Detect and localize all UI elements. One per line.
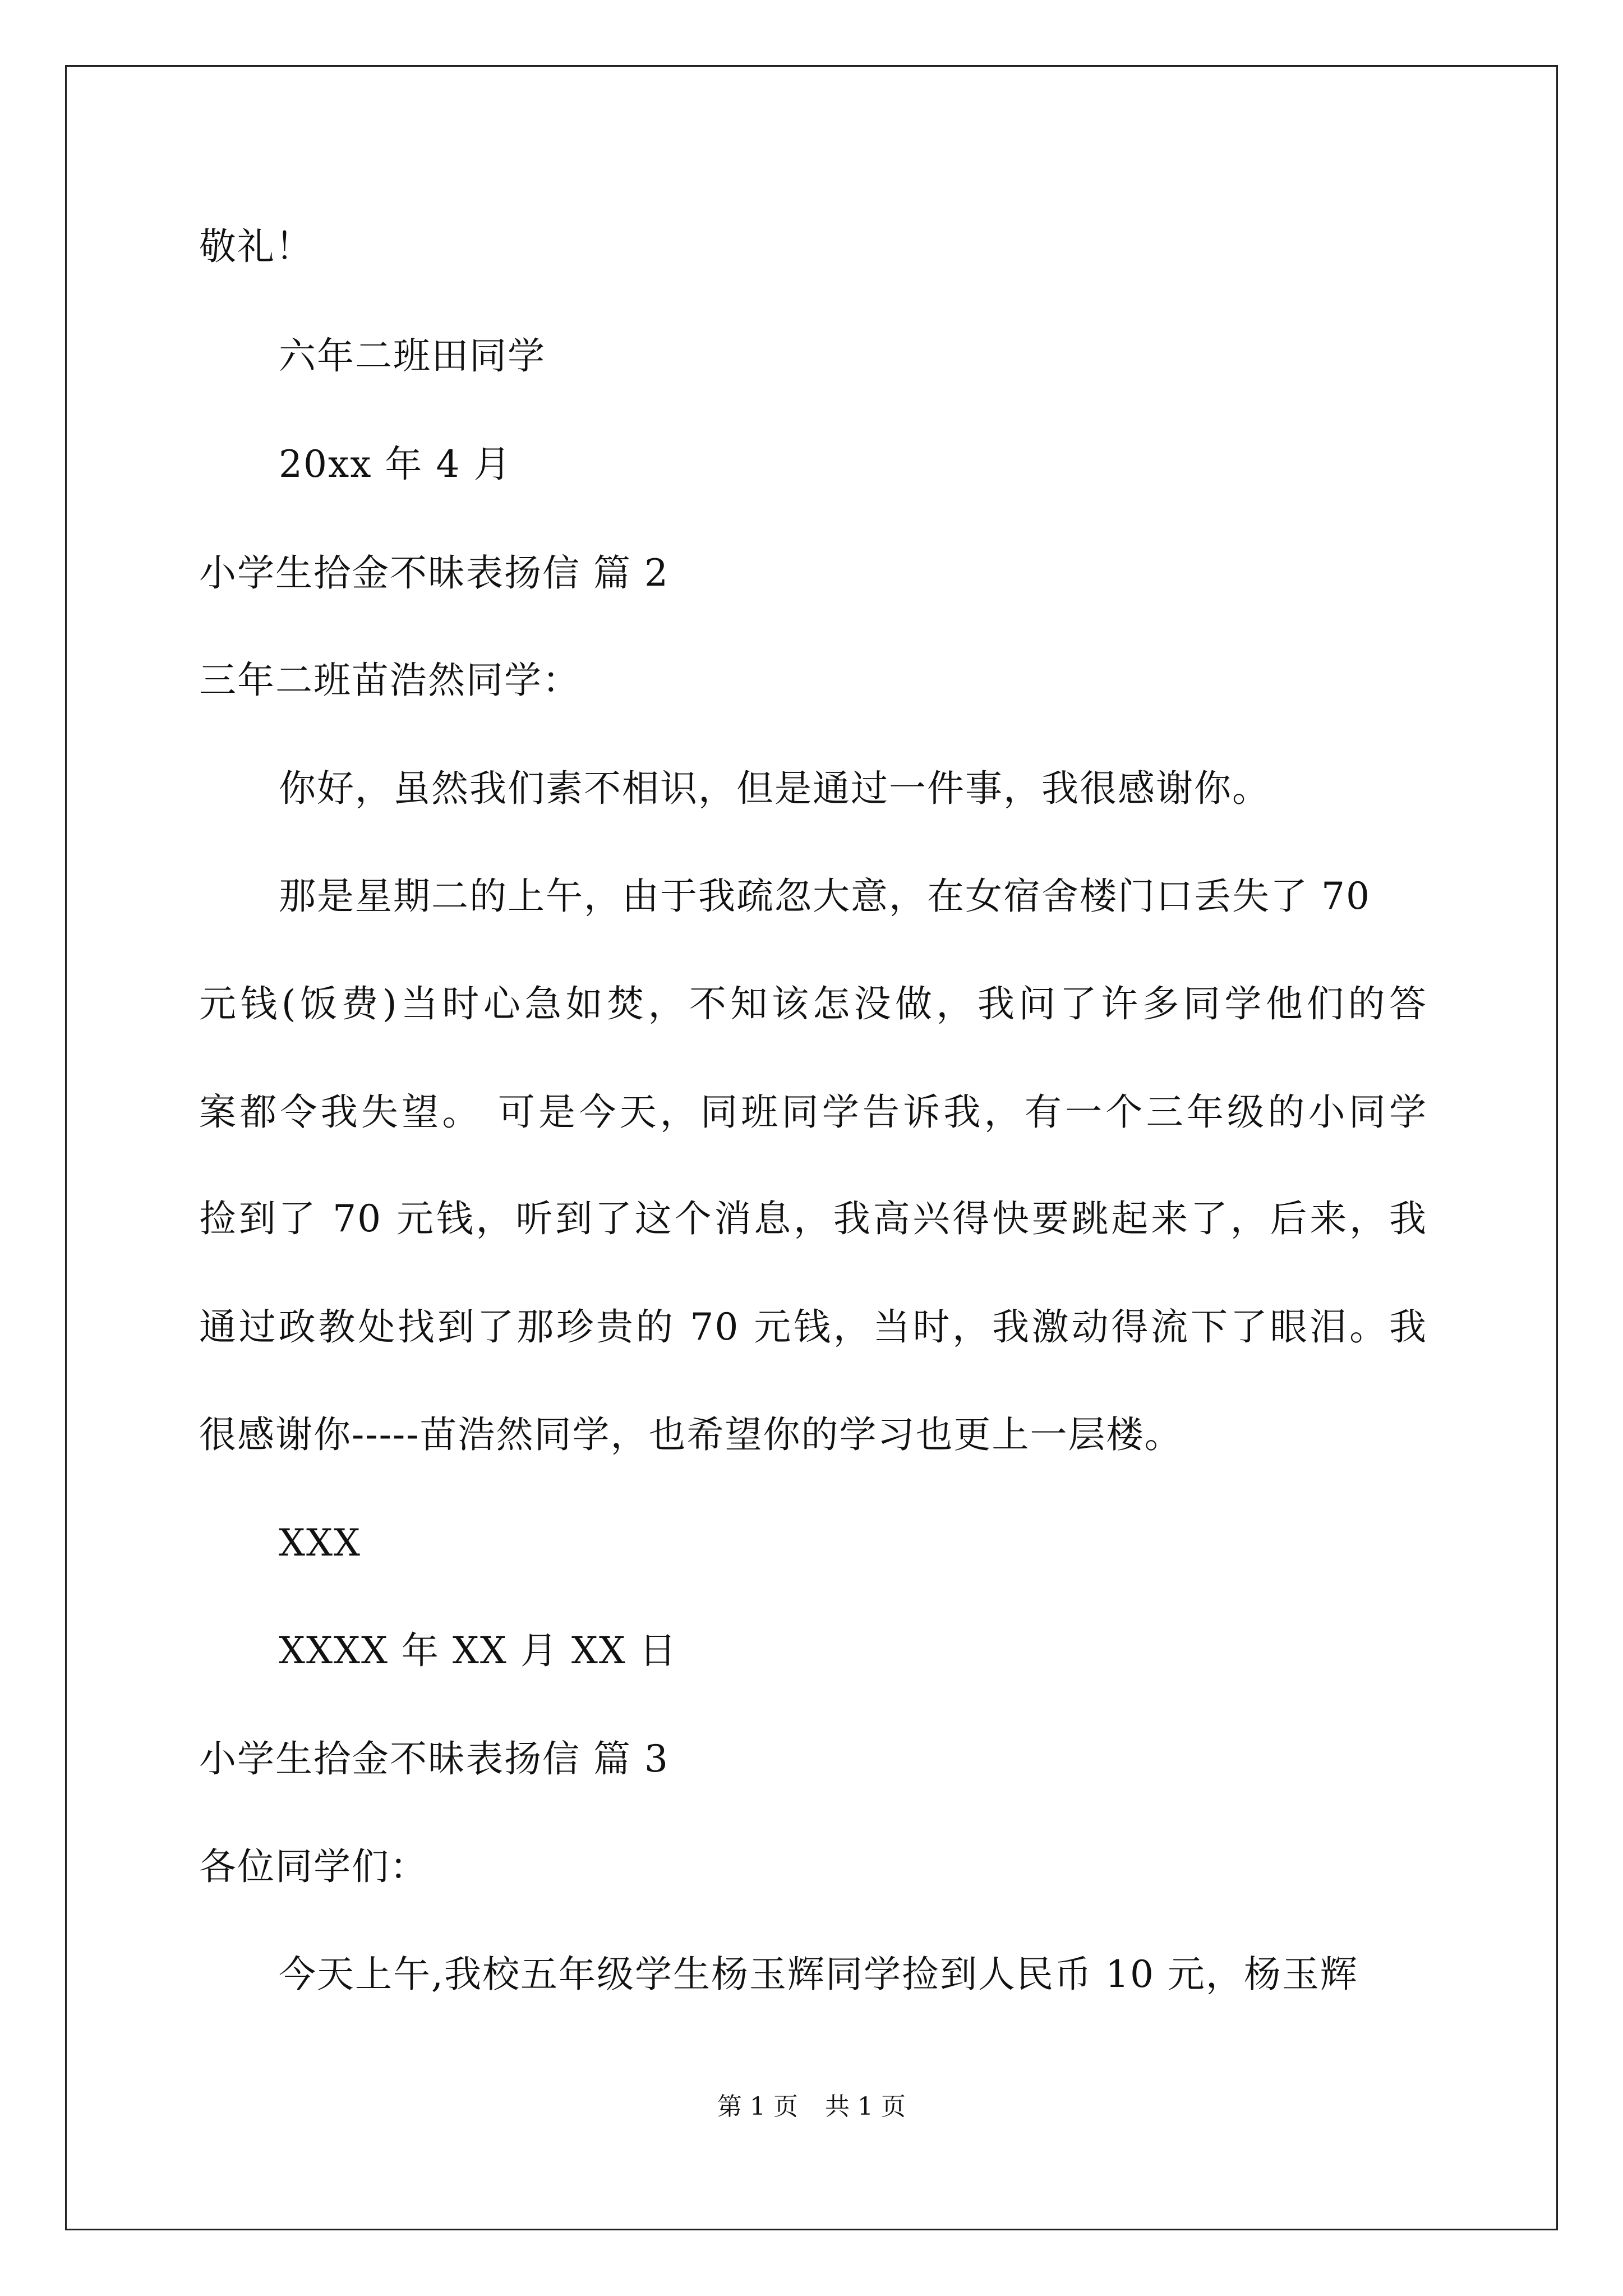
paragraph-line: 那是星期二的上午，由于我疏忽大意，在女宿舍楼门口丢失了 70 [279,875,1371,918]
page-number: 第 1 页 [717,2092,798,2121]
paragraph-line: 很感谢你-----苗浩然同学，也希望你的学习也更上一层楼。 [199,1413,1183,1456]
section-heading-2: 小学生拾金不昧表扬信 篇 2 [199,551,669,595]
letter-greeting: 三年二班苗浩然同学： [199,659,580,702]
paragraph-line: 你好，虽然我们素不相识，但是通过一件事，我很感谢你。 [279,767,1270,810]
paragraph-line: 通过政教处找到了那珍贵的 70 元钱，当时，我激动得流下了眼泪。我 [199,1305,1427,1349]
signature-date: 20xx 年 4 月 [279,443,512,486]
signature-name: 六年二班田同学 [279,334,546,378]
paragraph-line: 案都令我失望。 可是今天，同班同学告诉我，有一个三年级的小同学 [199,1091,1427,1134]
closing-salutation: 敬礼！ [199,225,313,268]
page-border [65,65,1558,2230]
paragraph-line: 捡到了 70 元钱，听到了这个消息，我高兴得快要跳起来了，后来，我 [199,1197,1427,1240]
section-heading-3: 小学生拾金不昧表扬信 篇 3 [199,1737,669,1780]
paragraph-line: 今天上午,我校五年级学生杨玉辉同学捡到人民币 10 元，杨玉辉 [279,1953,1358,1996]
letter-greeting: 各位同学们： [199,1845,428,1888]
page-total: 共 1 页 [825,2092,906,2121]
paragraph-line: 元钱(饭费)当时心急如焚，不知该怎没做，我问了许多同学他们的答 [199,982,1427,1025]
signature-date: XXXX 年 XX 月 XX 日 [279,1629,677,1672]
signature-name: XXX [279,1521,361,1565]
page-footer [0,2091,1623,2123]
